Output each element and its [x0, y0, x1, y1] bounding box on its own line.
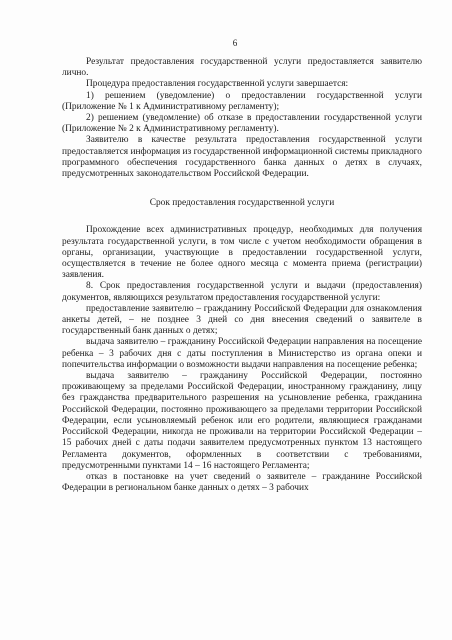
section-title: Срок предоставления государственной услуги	[149, 198, 335, 209]
paragraph-adoption-permission: выдача заявителю – гражданину Российской Федерации, постоянно проживающему за пределами Российской Федерации, иностранному гражданину, лицу без гражданства предварительного разрешения на усыновление ребенка, гражданина Российской Федерации, постоянно проживающего за пределами территории Российской Федерации, если усыновляемый ребенок или его родители, являющиеся гражданами Российской Федерации, никогда не проживали на территории Российской Федерации – 15 рабочих дней с даты подачи заявителем предусмотренных пунктом 13 настоящего Регламента документов, оформленных в соответствии с требованиями, предусмотренными пунктами 14 – 16 настоящего Регламента;	[62, 371, 422, 471]
document-body	[62, 57, 422, 494]
paragraph-item-8: 8. Срок предоставления государственной услуги и выдачи (предоставления) документов, являющихся результатом предоставления государственной услуги:	[62, 281, 422, 303]
paragraph-registration-refusal: отказ в постановке на учет сведений о заявителе – гражданине Российской Федерации в региональном банке данных о детях – 3 рабочих	[62, 471, 422, 494]
paragraph-decision-refusal: 2) решением (уведомление) об отказе в предоставлении государственной услуги (Приложение № 2 к Административному регламенту).	[62, 113, 422, 135]
paragraph-visit-referral: выдача заявителю – гражданину Российской Федерации направления на посещение ребенка – 3 рабочих дня с даты поступления в Министерство из органа опеки и попечительства информации о возможности выдачи направления на посещение ребенка;	[62, 337, 422, 370]
paragraph-procedure-timing: Прохождение всех административных процедур, необходимых для получения результата государственной услуги, в том числе с учетом необходимости обращения в органы, организации, участвующие в предоставлении государственной услуги, осуществляется в течение не более одного месяца с момента приема (регистрации) заявления.	[62, 225, 422, 281]
paragraph-information-result: Заявителю в качестве результата предоставления государственной услуги предоставляется информация из государственной информационной системы прикладного программного обеспечения государственного банка данных о детях в случаях, предусмотренных законодательством Российской Федерации.	[62, 135, 422, 180]
paragraph-procedure-completion: Процедура предоставления государственной услуги завершается:	[86, 79, 349, 90]
paragraph-questionnaire-provision: предоставление заявителю – гражданину Российской Федерации для ознакомления анкеты детей, – не позднее 3 дней со дня внесения сведений о заявителе в государственный банк данных о детях;	[62, 303, 422, 337]
page-number: 6	[232, 38, 238, 48]
paragraph-decision-provision: 1) решением (уведомление) о предоставлении государственной услуги (Приложение № 1 к Административному регламенту);	[62, 90, 422, 112]
paragraph-result-delivery: Результат предоставления государственной услуги предоставляется заявителю лично.	[62, 57, 422, 79]
